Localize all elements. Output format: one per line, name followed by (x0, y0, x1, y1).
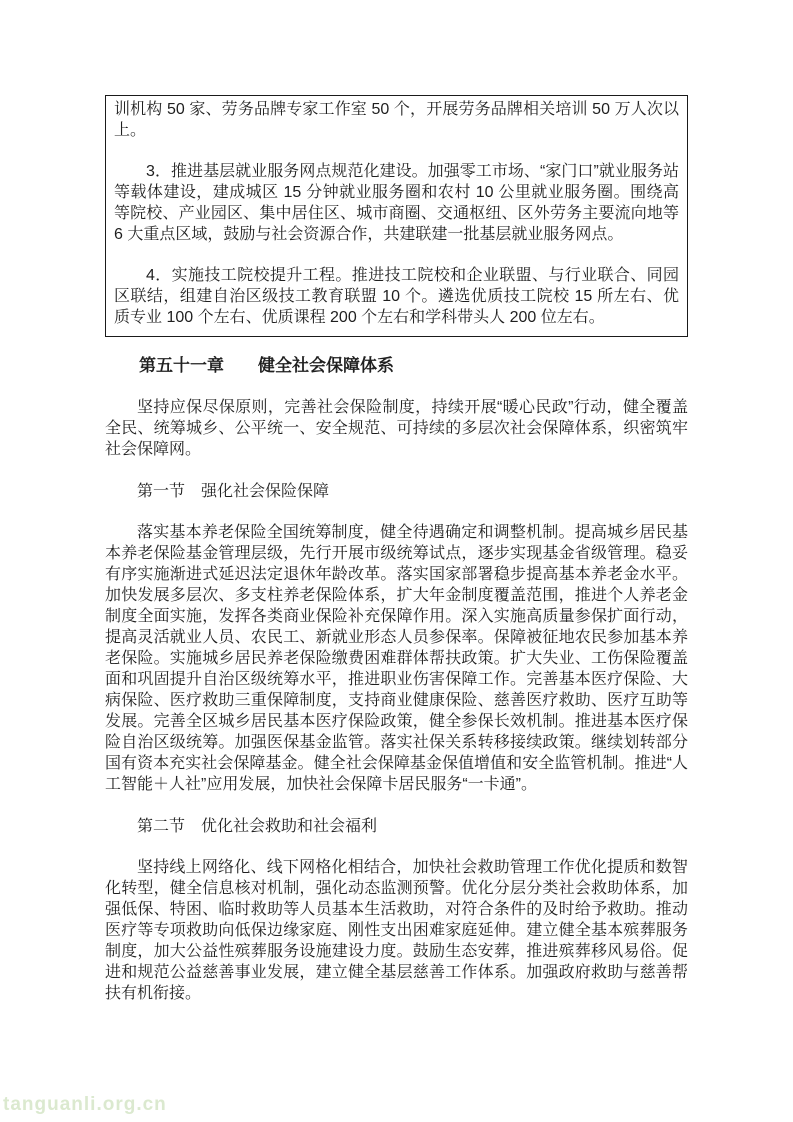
section-2-heading: 第二节 优化社会救助和社会福利 (137, 818, 378, 835)
chapter-title: 第五十一章 健全社会保障体系 (139, 356, 394, 375)
paragraph-continuation: 训机构 50 家、劳务品牌专家工作室 50 个，开展劳务品牌相关培训 50 万人次以上。 (114, 101, 679, 139)
section-2-paragraph: 坚持线上网络化、线下网格化相结合，加快社会救助管理工作优化提质和数智化转型，健全信息核对机制，强化动态监测预警。优化分层分类社会救助体系，加强低保、特困、临时救助等人员基本生活救助，对符合条件的及时给予救助。推动医疗等专项救助向低保边缘家庭、刚性支出困难家庭延伸。建立健全基本殡葬服务制度，加大公益性殡葬服务设施建设力度。鼓励生态安葬，推进殡葬移风易俗。促进和规范公益慈善事业发展，建立健全基层慈善工作体系。加强政府救助与慈善帮扶有机衔接。 (105, 859, 688, 1002)
paragraph-item-4: 4．实施技工院校提升工程。推进技工院校和企业联盟、与行业联合、同园区联结，组建自治区级技工教育联盟 10 个。遴选优质技工院校 15 所左右、优质专业 100 个左右、优质课程 200 个左右和学科带头人 200 位左右。 (114, 267, 679, 326)
watermark: tanguanli.org.cn (3, 1094, 167, 1115)
document-content (105, 95, 688, 1004)
section-1-heading: 第一节 强化社会保险保障 (137, 483, 330, 500)
section-1-paragraph: 落实基本养老保险全国统筹制度，健全待遇确定和调整机制。提高城乡居民基本养老保险基金管理层级，先行开展市级统筹试点，逐步实现基金省级管理。稳妥有序实施渐进式延迟法定退休年龄改革。落实国家部署稳步提高基本养老金水平。加快发展多层次、多支柱养老保险体系，扩大年金制度覆盖范围，推进个人养老金制度全面实施，发挥各类商业保险补充保障作用。深入实施高质量参保扩面行动，提高灵活就业人员、农民工、新就业形态人员参保率。保障被征地农民参加基本养老保险。实施城乡居民养老保险缴费困难群体帮扶政策。扩大失业、工伤保险覆盖面和巩固提升自治区级统筹水平，推进职业伤害保障工作。完善基本医疗保险、大病保险、医疗救助三重保障制度，支持商业健康保险、慈善医疗救助、医疗互助等发展。完善全区城乡居民基本医疗保险政策，健全参保长效机制。推进基本医疗保险自治区级统筹。加强医保基金监管。落实社保关系转移接续政策。继续划转部分国有资本充实社会保障基金。健全社会保障基金保值增值和安全监管机制。推进“人工智能＋人社”应用发展，加快社会保障卡居民服务“一卡通”。 (105, 524, 688, 793)
paragraph-item-3: 3．推进基层就业服务网点规范化建设。加强零工市场、“家门口”就业服务站等载体建设，建成城区 15 分钟就业服务圈和农村 10 公里就业服务圈。围绕高等院校、产业园区、集中居住区、城市商圈、交通枢纽、区外劳务主要流向地等 6 大重点区域，鼓励与社会资源合作，共建联建一批基层就业服务网点。 (114, 163, 679, 243)
boxed-text-block (105, 95, 688, 337)
chapter-intro-paragraph: 坚持应保尽保原则，完善社会保险制度，持续开展“暖心民政”行动，健全覆盖全民、统筹城乡、公平统一、安全规范、可持续的多层次社会保障体系，织密筑牢社会保障网。 (105, 399, 688, 458)
